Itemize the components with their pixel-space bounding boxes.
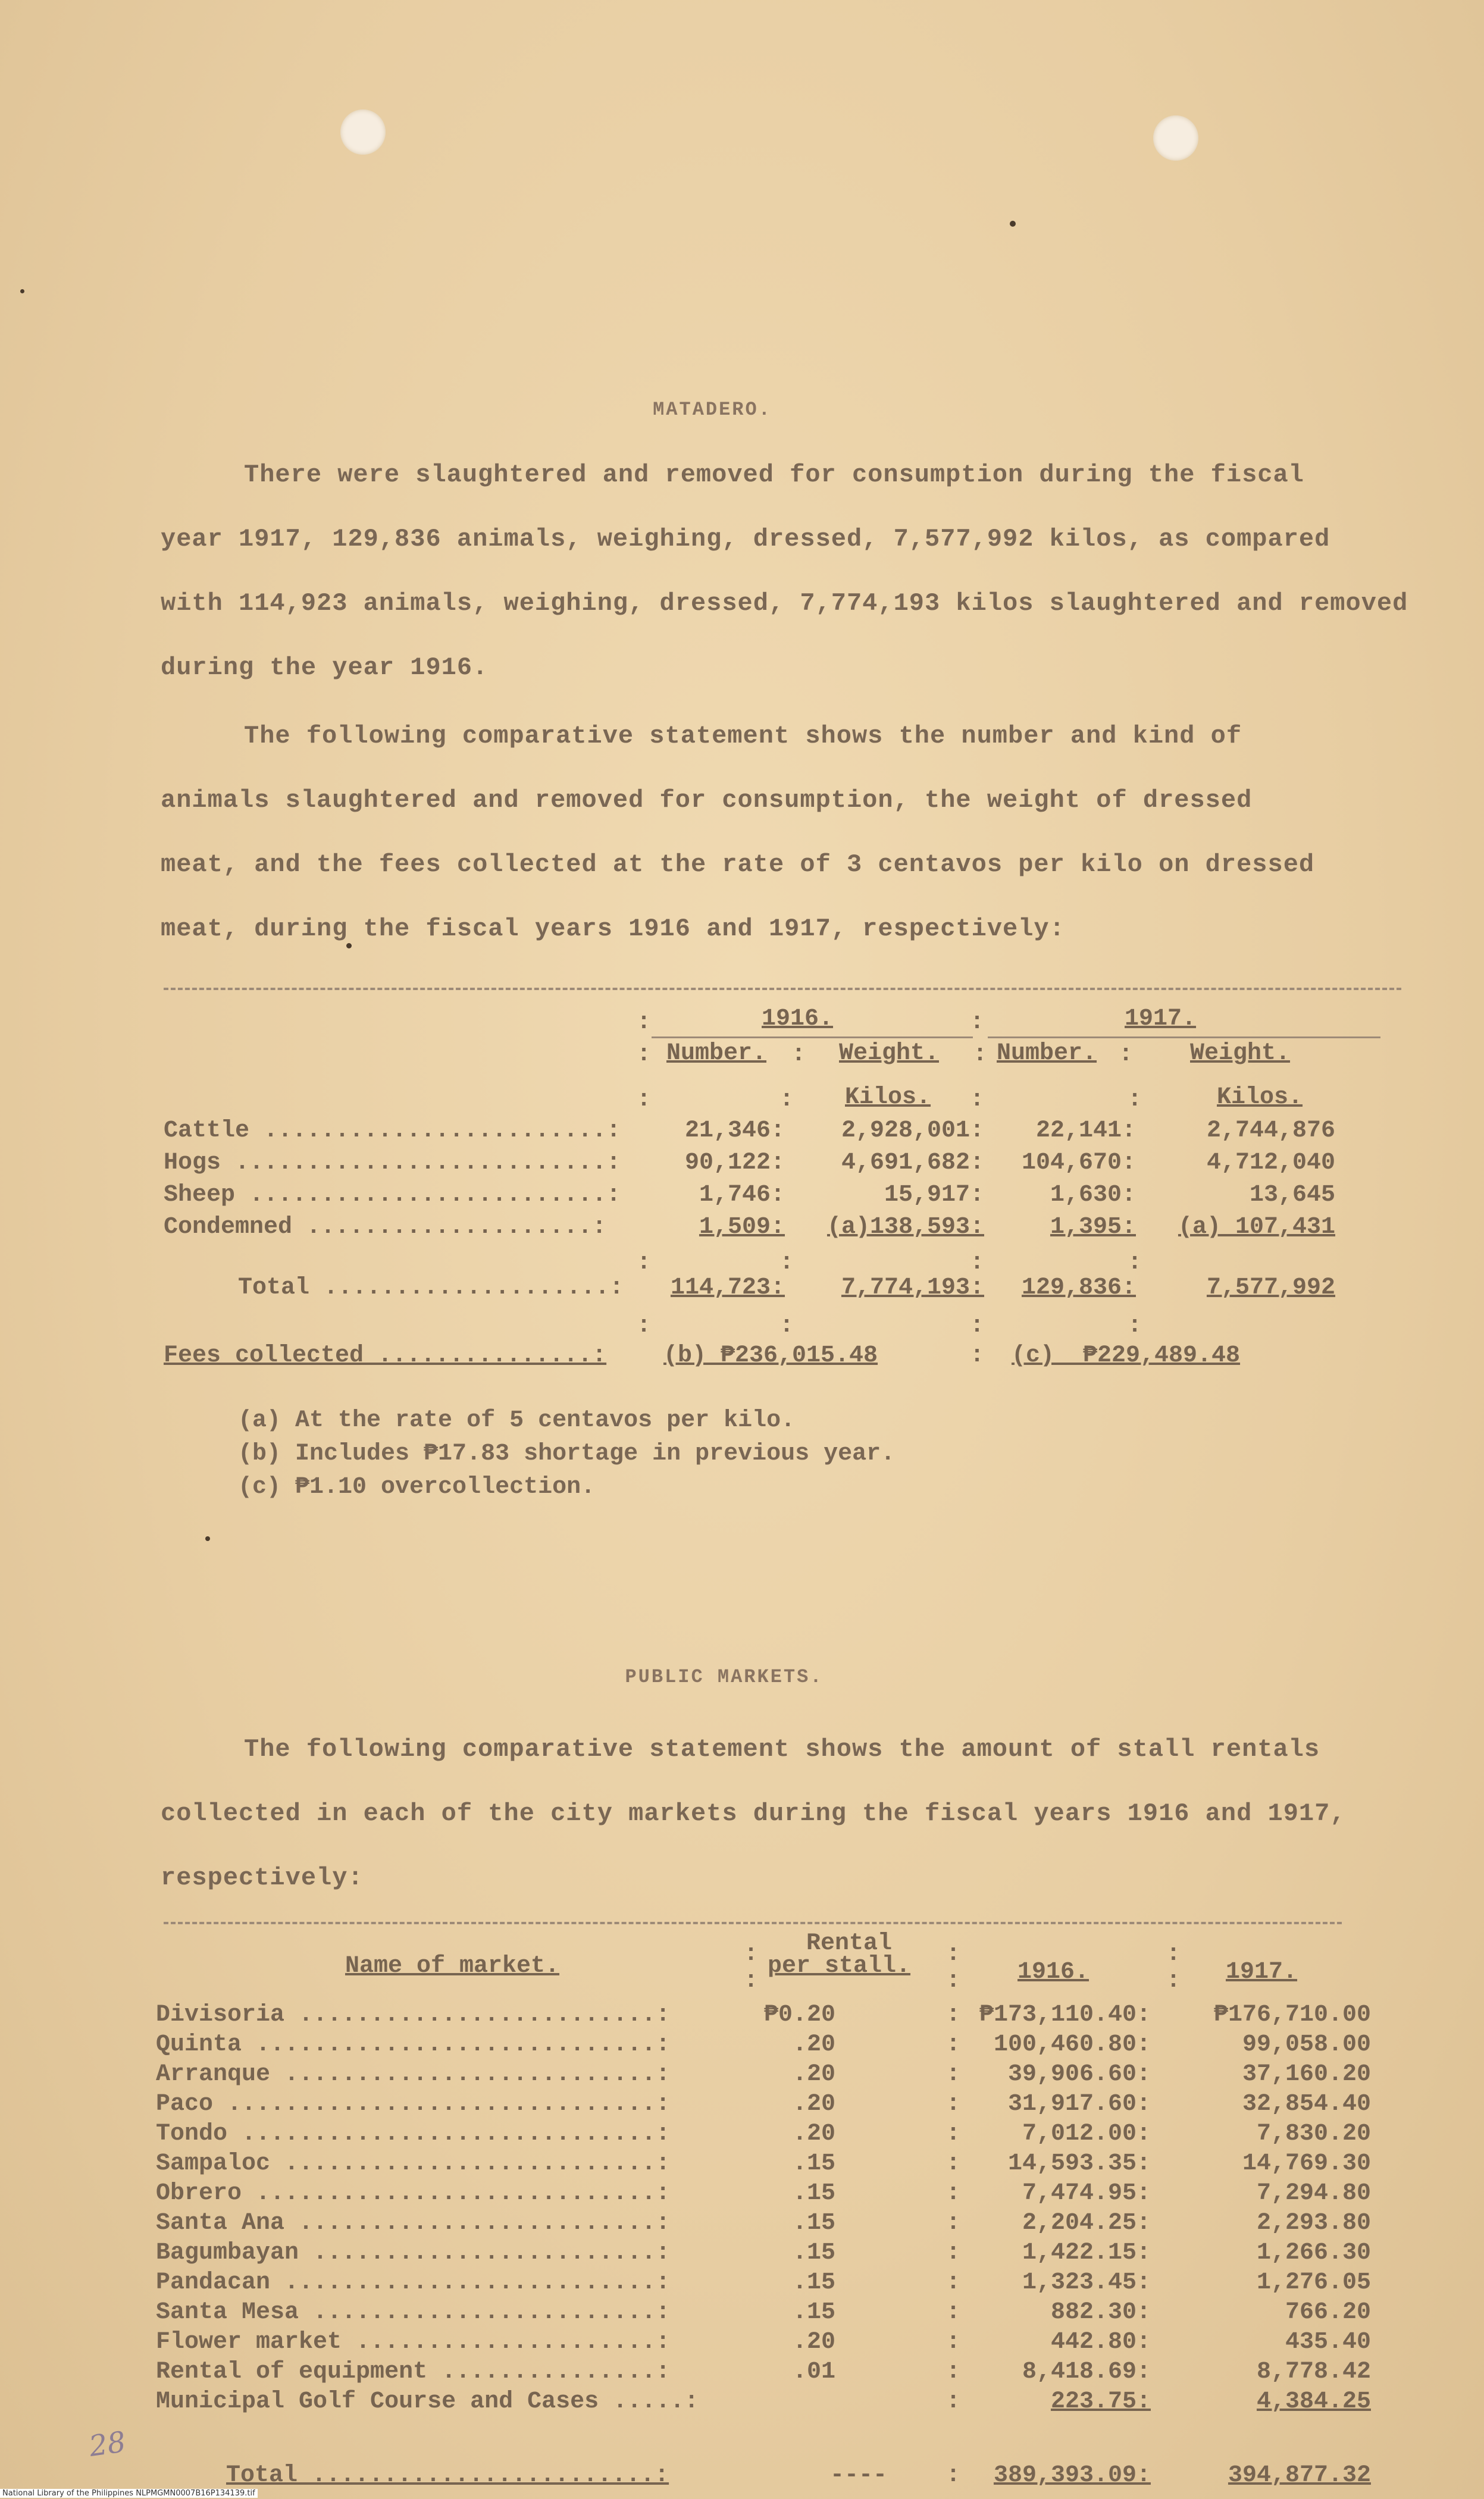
number-1917: 22,141: — [1035, 1117, 1136, 1144]
value-1917: 14,769.30 — [1242, 2150, 1371, 2177]
col-separator: : : — [1166, 1941, 1181, 1994]
page-number: 28 — [87, 2425, 128, 2463]
weight-1917: 7,577,992 — [1206, 1274, 1335, 1301]
number-1916: 1,746: — [699, 1182, 785, 1208]
weight-1916-header: Weight. — [839, 1040, 940, 1067]
table-rule-top — [164, 988, 1401, 990]
col-separator: : — [779, 1313, 794, 1339]
weight-1917: 13,645 — [1249, 1182, 1335, 1208]
col-separator: : — [946, 2091, 961, 2118]
value-1917: 32,854.40 — [1242, 2091, 1371, 2118]
col-separator: : — [946, 2329, 961, 2356]
col-separator: : — [946, 2462, 961, 2489]
number-1916: 1,509: — [699, 1214, 785, 1241]
rental: ₱0.20 — [763, 2002, 835, 2028]
punch-hole-right — [1153, 115, 1198, 161]
value-1917: 4,384.25 — [1256, 2388, 1371, 2415]
matadero-footnotes — [238, 1404, 895, 1504]
markets-paragraph — [161, 1717, 1440, 1910]
col-separator: : — [946, 2240, 961, 2266]
row-label: Total ....................: — [238, 1274, 624, 1301]
punch-hole-left — [340, 109, 386, 155]
rental: .15 — [792, 2180, 835, 2207]
row-label: Paco ..............................: — [156, 2091, 671, 2118]
col-separator: : — [1119, 1041, 1134, 1068]
per-stall-header: per stall. — [768, 1953, 911, 1980]
number-1916: 90,122: — [684, 1150, 785, 1176]
rental: .20 — [792, 2329, 835, 2356]
col-separator: : : — [946, 1941, 961, 1994]
col-separator: : — [970, 1342, 985, 1369]
value-1916: 1,422.15: — [1022, 2240, 1151, 2266]
col-separator: : : — [744, 1941, 759, 1994]
col-separator: : — [1128, 1313, 1142, 1339]
row-label: Sampaloc ..........................: — [156, 2150, 671, 2177]
rental: .15 — [792, 2210, 835, 2237]
col-separator: : — [791, 1041, 806, 1068]
row-label: Municipal Golf Course and Cases .....: — [156, 2388, 699, 2415]
col-separator: : — [973, 1041, 988, 1068]
para-line: animals slaughtered and removed for consumption, the weight of dressed — [161, 786, 1253, 815]
para-line: respectively: — [161, 1864, 364, 1892]
kilos-1917-header: Kilos. — [1217, 1084, 1303, 1111]
weight-1916: 7,774,193: — [841, 1274, 984, 1301]
value-1917: 7,830.20 — [1256, 2121, 1371, 2147]
number-1917: 104,670: — [1021, 1150, 1136, 1176]
value-1916: 1,323.45: — [1022, 2269, 1151, 2296]
row-label: Obrero ............................: — [156, 2180, 671, 2207]
col-separator: : — [779, 1086, 794, 1113]
year-1916-header: 1916. — [1017, 1959, 1089, 1986]
row-label: Rental of equipment ...............: — [156, 2359, 671, 2385]
value-1916: 389,393.09: — [993, 2462, 1151, 2489]
row-label: Pandacan ..........................: — [156, 2269, 671, 2296]
row-label: Fees collected ...............: — [164, 1342, 607, 1369]
footnote: (b) Includes ₱17.83 shortage in previous year. — [238, 1440, 896, 1467]
ink-speck — [20, 289, 24, 293]
footnote: (a) At the rate of 5 centavos per kilo. — [238, 1407, 796, 1434]
col-separator: : — [946, 2299, 961, 2326]
number-1917: 1,630: — [1050, 1182, 1136, 1208]
para-line: during the year 1916. — [161, 653, 489, 682]
col-separator: : — [946, 2180, 961, 2207]
number-1916: 114,723: — [670, 1274, 785, 1301]
year-1917-header: 1917. — [1125, 1006, 1197, 1032]
col-separator: : — [1128, 1250, 1142, 1276]
weight-1916: 4,691,682: — [841, 1150, 984, 1176]
col-separator: : — [637, 1041, 652, 1068]
row-label: Cattle ........................: — [164, 1117, 621, 1144]
value-1916: 100,460.80: — [993, 2031, 1151, 2058]
value-1917: 1,266.30 — [1256, 2240, 1371, 2266]
rental: .15 — [792, 2150, 835, 2177]
number-1917: 129,836: — [1021, 1274, 1136, 1301]
value-1916: 882.30: — [1050, 2299, 1151, 2326]
col-separator: : — [779, 1250, 794, 1276]
value-1917: 766.20 — [1285, 2299, 1371, 2326]
weight-1917: 2,744,876 — [1206, 1117, 1335, 1144]
col-separator: : — [970, 1009, 985, 1036]
row-label: Flower market .....................: — [156, 2329, 671, 2356]
para-line: collected in each of the city markets during the fiscal years 1916 and 1917, — [161, 1799, 1346, 1828]
matadero-paragraph-1 — [161, 443, 1440, 700]
ink-speck — [1010, 221, 1016, 227]
value-1917: 7,294.80 — [1256, 2180, 1371, 2207]
row-label: Condemned ....................: — [164, 1214, 607, 1241]
weight-1916: (a)138,593: — [826, 1214, 984, 1241]
rental: .20 — [792, 2061, 835, 2088]
rental: .20 — [792, 2121, 835, 2147]
col-separator: : — [946, 2031, 961, 2058]
value-1916: 31,917.60: — [1007, 2091, 1151, 2118]
number-1916: 21,346: — [684, 1117, 785, 1144]
rental: ---- — [830, 2462, 888, 2489]
para-line: meat, and the fees collected at the rate of 3 centavos per kilo on dressed — [161, 850, 1315, 879]
rental: .15 — [792, 2299, 835, 2326]
number-1917-header: Number. — [997, 1040, 1097, 1067]
kilos-1916-header: Kilos. — [845, 1084, 931, 1111]
row-label: Santa Ana .........................: — [156, 2210, 671, 2237]
table-rule-top — [164, 1922, 1342, 1924]
weight-1916: 2,928,001: — [841, 1117, 984, 1144]
matadero-heading: MATADERO. — [653, 399, 772, 421]
col-separator: : — [946, 2061, 961, 2088]
value-1917: 99,058.00 — [1242, 2031, 1371, 2058]
fees-1916: (b) ₱236,015.48 — [663, 1342, 878, 1369]
weight-1917: (a) 107,431 — [1178, 1214, 1335, 1241]
col-separator: : — [946, 2359, 961, 2385]
value-1917: 1,276.05 — [1256, 2269, 1371, 2296]
value-1917: 37,160.20 — [1242, 2061, 1371, 2088]
year-underline — [988, 1036, 1380, 1038]
para-line: year 1917, 129,836 animals, weighing, dressed, 7,577,992 kilos, as compared — [161, 525, 1330, 553]
col-separator: : — [946, 2210, 961, 2237]
name-of-market-header: Name of market. — [345, 1953, 560, 1980]
col-separator: : — [970, 1086, 985, 1113]
col-separator: : — [946, 2150, 961, 2177]
year-1916-header: 1916. — [762, 1006, 834, 1032]
public-markets-heading: PUBLIC MARKETS. — [625, 1666, 824, 1688]
para-line: The following comparative statement shows the number and kind of — [244, 722, 1242, 750]
year-1917-header: 1917. — [1226, 1959, 1298, 1986]
row-label: Santa Mesa ........................: — [156, 2299, 671, 2326]
row-label: Arranque ..........................: — [156, 2061, 671, 2088]
row-label: Divisoria .........................: — [156, 2002, 671, 2028]
matadero-paragraph-2 — [161, 704, 1440, 961]
value-1917: 2,293.80 — [1256, 2210, 1371, 2237]
para-line: with 114,923 animals, weighing, dressed, 7,774,193 kilos slaughtered and removed — [161, 589, 1408, 618]
para-line: There were slaughtered and removed for consumption during the fiscal — [244, 461, 1304, 489]
year-underline — [652, 1036, 973, 1038]
col-separator: : — [970, 1250, 985, 1276]
row-label: Total ........................: — [226, 2462, 669, 2489]
value-1917: 8,778.42 — [1256, 2359, 1371, 2385]
rental: .15 — [792, 2240, 835, 2266]
value-1916: ₱173,110.40: — [979, 2002, 1151, 2028]
footnote: (c) ₱1.10 overcollection. — [238, 1474, 596, 1501]
row-label: Sheep .........................: — [164, 1182, 621, 1208]
value-1917: 435.40 — [1285, 2329, 1371, 2356]
value-1916: 442.80: — [1050, 2329, 1151, 2356]
value-1916: 7,012.00: — [1022, 2121, 1151, 2147]
row-label: Tondo .............................: — [156, 2121, 671, 2147]
col-separator: : — [970, 1313, 985, 1339]
col-separator: : — [946, 2269, 961, 2296]
value-1916: 39,906.60: — [1007, 2061, 1151, 2088]
ink-speck — [205, 1536, 210, 1541]
rental-header: Rental — [806, 1930, 893, 1957]
rental: .15 — [792, 2269, 835, 2296]
rental: .01 — [792, 2359, 835, 2385]
value-1916: 14,593.35: — [1007, 2150, 1151, 2177]
weight-1917: 4,712,040 — [1206, 1150, 1335, 1176]
para-line: meat, during the fiscal years 1916 and 1917, respectively: — [161, 915, 1065, 943]
col-separator: : — [946, 2388, 961, 2415]
value-1916: 8,418.69: — [1022, 2359, 1151, 2385]
value-1916: 2,204.25: — [1022, 2210, 1151, 2237]
col-separator: : — [637, 1313, 652, 1339]
value-1917: 394,877.32 — [1228, 2462, 1371, 2489]
para-line: The following comparative statement shows the amount of stall rentals — [244, 1735, 1320, 1764]
number-1916-header: Number. — [666, 1040, 767, 1067]
col-separator: : — [637, 1009, 652, 1036]
col-separator: : — [946, 2121, 961, 2147]
col-separator: : — [637, 1250, 652, 1276]
weight-1916: 15,917: — [884, 1182, 984, 1208]
row-label: Quinta ............................: — [156, 2031, 671, 2058]
scan-footer: National Library of the Philippines NLPMGMN0007B16P134139.tif — [0, 2489, 258, 2498]
row-label: Bagumbayan ........................: — [156, 2240, 671, 2266]
row-label: Hogs ..........................: — [164, 1150, 621, 1176]
number-1917: 1,395: — [1050, 1214, 1136, 1241]
fees-1917: (c) ₱229,489.48 — [1012, 1342, 1241, 1369]
value-1916: 223.75: — [1050, 2388, 1151, 2415]
col-separator: : — [1128, 1086, 1142, 1113]
col-separator: : — [637, 1086, 652, 1113]
col-separator: : — [946, 2002, 961, 2028]
rental: .20 — [792, 2091, 835, 2118]
weight-1917-header: Weight. — [1190, 1040, 1291, 1067]
rental: .20 — [792, 2031, 835, 2058]
value-1916: 7,474.95: — [1022, 2180, 1151, 2207]
value-1917: ₱176,710.00 — [1213, 2002, 1371, 2028]
